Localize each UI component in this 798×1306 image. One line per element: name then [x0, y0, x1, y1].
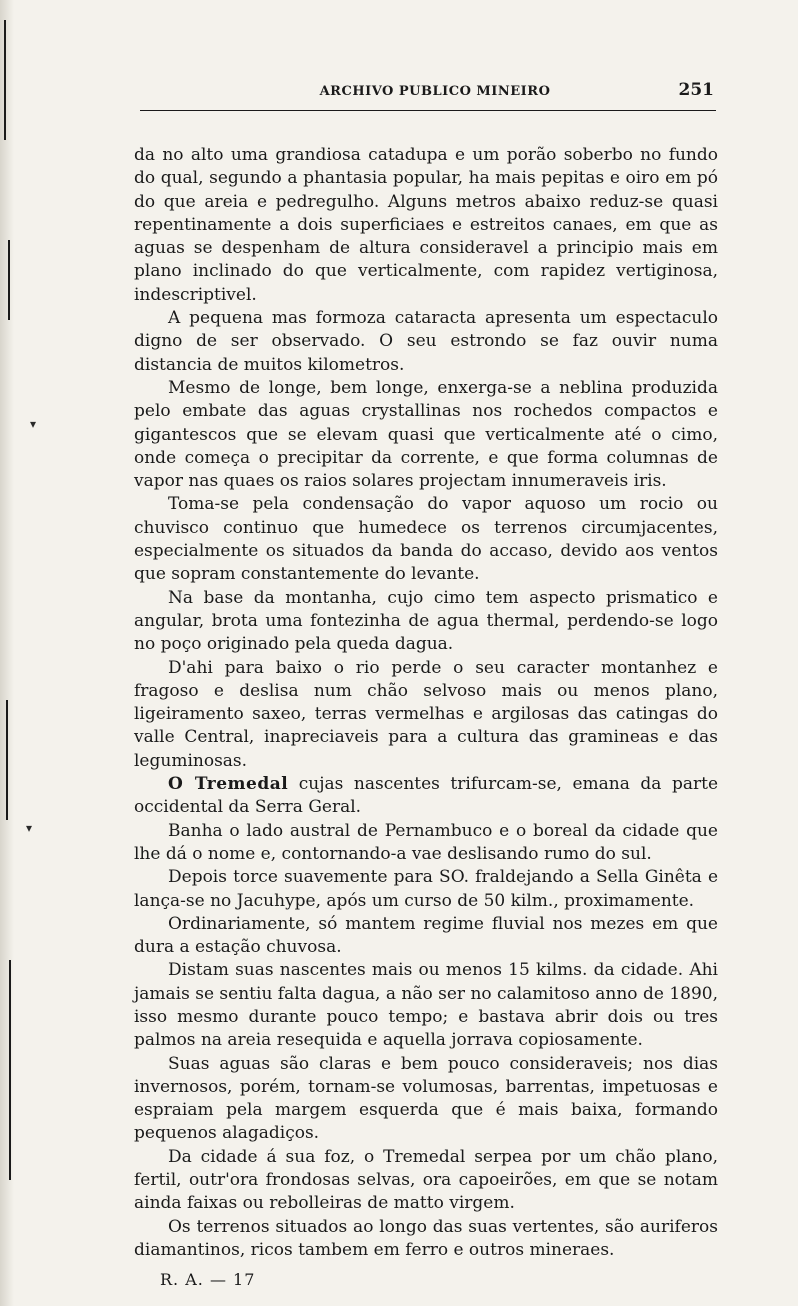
page-number: 251	[678, 80, 714, 100]
paragraph	[134, 493, 718, 586]
paragraph-text: Toma-se pela condensação do vapor aquoso um rocio ou chuvisco continuo que humedece os terrenos circumjacentes, especialmente os situados da banda do accaso, devido aos ventos que sopram constantemente do levante.	[134, 494, 718, 585]
paragraph-text: Suas aguas são claras e bem pouco consideraveis; nos dias invernosos, porém, tornam-se volumosas, barrentas, impetuosas e espraiam pela margem esquerda que é mais baixa, formando pequenos alagadiços.	[134, 1053, 718, 1144]
paragraph	[134, 959, 718, 1052]
binding-mark	[8, 240, 10, 320]
paragraph	[134, 1216, 718, 1263]
paragraph-text: Ordinariamente, só mantem regime fluvial nos mezes em que dura a estação chuvosa.	[134, 913, 718, 958]
paragraph	[134, 866, 718, 913]
page-binding-edge	[0, 0, 14, 1306]
binding-mark	[4, 20, 6, 140]
header-rule	[140, 110, 716, 111]
body-text	[134, 144, 718, 1262]
paragraph-text: Da cidade á sua foz, o Tremedal serpea por um chão plano, fertil, outr'ora frondosas selvas, ora capoeirões, em que se notam ainda faixas ou rebolleiras de matto virgem.	[134, 1146, 718, 1214]
paragraph-text: Na base da montanha, cujo cimo tem aspecto prismatico e angular, brota uma fontezinha de agua thermal, perdendo-se logo no poço originado pela queda dagua.	[134, 587, 718, 655]
paragraph-text: Distam suas nascentes mais ou menos 15 kilms. da cidade. Ahi jamais se sentiu falta dagua, a não ser no calamitoso anno de 1890, isso mesmo durante pouco tempo; e bastava abrir dois ou tres palmos na areia resequida e aquella jorrava copiosamente.	[134, 960, 718, 1051]
paragraph	[134, 307, 718, 377]
paragraph-text: Os terrenos situados ao longo das suas vertentes, são auriferos diamantinos, ricos tambem em ferro e outros mineraes.	[134, 1216, 718, 1260]
running-title: ARCHIVO PUBLICO MINEIRO	[319, 84, 551, 99]
paragraph	[134, 913, 718, 960]
paragraph-text: D'ahi para baixo o rio perde o seu caracter montanhez e fragoso e deslisa num chão selvoso mais ou menos plano, ligeiramento saxeo, terras vermelhas e argilosas das catingas do valle Central, inapreciaveis para a cultura das gramineas e das leguminosas.	[134, 657, 718, 771]
paragraph-text: Mesmo de longe, bem longe, enxerga-se a neblina produzida pelo embate das aguas crystallinas nos rochedos compactos e gigantescos que se elevam quasi que verticalmente até o cimo, onde começa o precipitar da corrente, e que forma columnas de vapor nas quaes os raios solares projectam innumeraveis iris.	[134, 377, 718, 492]
margin-speck: ▾	[30, 417, 37, 431]
paragraph	[134, 144, 718, 307]
river-name-heading: O Tremedal	[168, 774, 289, 795]
page-header	[150, 80, 720, 106]
binding-mark	[6, 700, 8, 820]
paragraph	[134, 377, 718, 493]
signature-mark: R. A. — 17	[160, 1270, 256, 1289]
paragraph	[134, 1146, 718, 1216]
paragraph-text: Banha o lado austral de Pernambuco e o boreal da cidade que lhe dá o nome e, contornando-a vae deslisando rumo do sul.	[134, 820, 718, 864]
paragraph	[134, 773, 718, 820]
paragraph-text: da no alto uma grandiosa catadupa e um porão soberbo no fundo do qual, segundo a phantasia popular, ha mais pepitas e oiro em pó do que areia e pedregulho. Alguns metros abaixo reduz-se quasi repentinamente a dois superficiaes e estreitos canaes, em que as aguas se despenham de altura consideravel a principio mais em plano inclinado do que verticalmente, com rapidez vertiginosa, indescriptivel.	[134, 145, 718, 305]
margin-speck: ▾	[26, 821, 33, 835]
paragraph-text: Depois torce suavemente para SO. fraldejando a Sella Ginêta e lança-se no Jacuhype, após um curso de 50 kilm., proximamente.	[134, 867, 718, 911]
paragraph	[134, 657, 718, 773]
paragraph	[134, 587, 718, 657]
binding-mark	[9, 960, 11, 1180]
paragraph	[134, 1053, 718, 1146]
paragraph-text: A pequena mas formoza cataracta apresenta um espectaculo digno de ser observado. O seu estrondo se faz ouvir numa distancia de muitos kilometros.	[134, 308, 718, 375]
paragraph	[134, 820, 718, 867]
paragraph-text: cujas nascentes trifurcam-se, emana da parte occidental da Serra Geral.	[134, 774, 719, 818]
